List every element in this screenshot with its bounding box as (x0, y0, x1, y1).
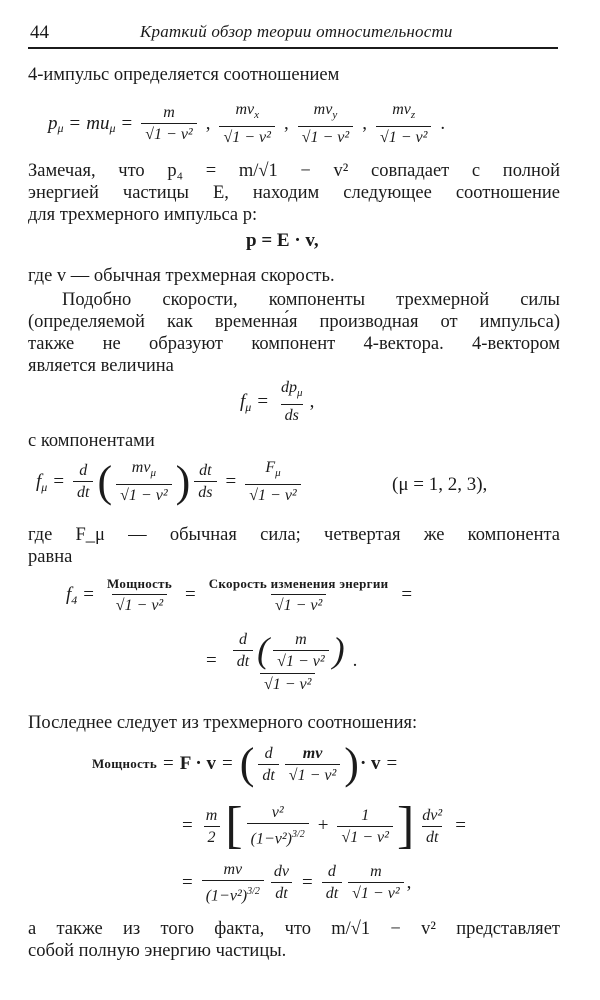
equation-power-step-3: = $\frac{mv}{(1-v^2)^{3/2}}$ $\frac{dv}{dt}$ = $\frac{d}{dt}$ $\frac{m}{\text{√1 − v²}}$ , (182, 861, 412, 905)
equation-momentum: p = E · v, (246, 230, 319, 251)
p4-line-2: (определяемой как временна́я производная от импульса) (28, 312, 560, 332)
equation-force-components: f μ = $\frac{d}{dt}$ ( $\frac{mv_\mu}{\text{√1 − v²}}$ ) $\frac{dt}{ds}$ = $\frac{F_\mu}{\text{√1 − v²}}$ (36, 458, 304, 505)
paragraph-2 (28, 160, 560, 230)
p4-line-4: является величина (28, 356, 174, 376)
label-power-2: Мощность (92, 756, 157, 771)
equation-f4-continued: = $\frac{d}{dt}$ ( $\frac{m}{\text{√1 − v²}}$ ) √1 − v² . (206, 630, 358, 693)
p6-line-1: где F_μ — обычная сила; четвертая же компонента (28, 525, 560, 545)
p2-line-2: энергией частицы E, находим следующее соотношение (28, 183, 560, 203)
equation-f4: f 4 = $\frac{\text{Мощность}}{\text{√1 − v²}}$ = $\frac{\text{Скорость изменения энергии}}{\text{√1 − v²}}$ = (66, 576, 413, 614)
p7-line-1: Последнее следует из трехмерного соотношения: (28, 713, 418, 733)
header-rule (28, 47, 558, 49)
p4-line-1: Подобно скорости, компоненты трехмерной силы (62, 290, 560, 310)
p3-line-1: где v — обычная трехмерная скорость. (28, 266, 335, 286)
p8-line-1: а также из того факта, что m/√1 − v² представляет (28, 919, 560, 939)
p4-line-3: также не образуют компонент 4-вектора. 4-вектором (28, 334, 560, 354)
paragraph-5 (28, 430, 560, 452)
label-energy-rate: Скорость изменения энергии (208, 576, 389, 591)
paragraph-3 (28, 265, 560, 287)
running-title: Краткий обзор теории относительности (140, 22, 453, 41)
paragraph-6 (28, 524, 560, 568)
page-number: 44 (30, 22, 49, 43)
equation-power: Мощность = F · v = ( $\frac{d}{dt}$ $\frac{mv}{\text{√1 − v²}}$ ) · v = (92, 739, 398, 788)
p8-line-2: собой полную энергию частицы. (28, 941, 287, 961)
page-header (28, 18, 558, 48)
p2-line-1: Замечая, что p₄ = m/√1 − v² совпадает с полной (28, 161, 560, 181)
equation-sources (0, 0, 1, 1)
equation-4-momentum: p μ = mu μ = $\frac{m}{\text{√1 − v²}}$ , $\frac{mv_x}{\text{√1 − v²}}$ , $\frac{mv_y}{\text{√1 − v²}}$ , $\frac{mv_z}{\text{√1 − v²}}$ . (48, 101, 446, 147)
paragraph-7 (28, 712, 560, 734)
equation-index-range: (μ = 1, 2, 3), (392, 474, 488, 495)
p5-line-1: с компонентами (28, 431, 155, 451)
p6-line-2: равна (28, 547, 73, 567)
paragraph-4 (28, 289, 560, 377)
paragraph-1 (28, 64, 560, 86)
equation-4-force: f μ = $\frac{dp_\mu}{ds}$ , (240, 379, 315, 425)
p1-line-1: 4-импульс определяется соотношением (28, 65, 340, 85)
p2-line-3: для трехмерного импульса p: (28, 205, 258, 225)
label-power: Мощность (107, 576, 172, 591)
paragraph-8 (28, 918, 560, 962)
equation-power-step-2: = $\frac{m}{2}$ [ $\frac{\text{v²}}{(1-v^2)^{3/2}}$ + $\frac{1}{\text{√1 − v²}}$ ] $\frac{\text{dv²}}{dt}$ = (182, 797, 466, 854)
eq-src-1 (0, 0, 1, 1)
